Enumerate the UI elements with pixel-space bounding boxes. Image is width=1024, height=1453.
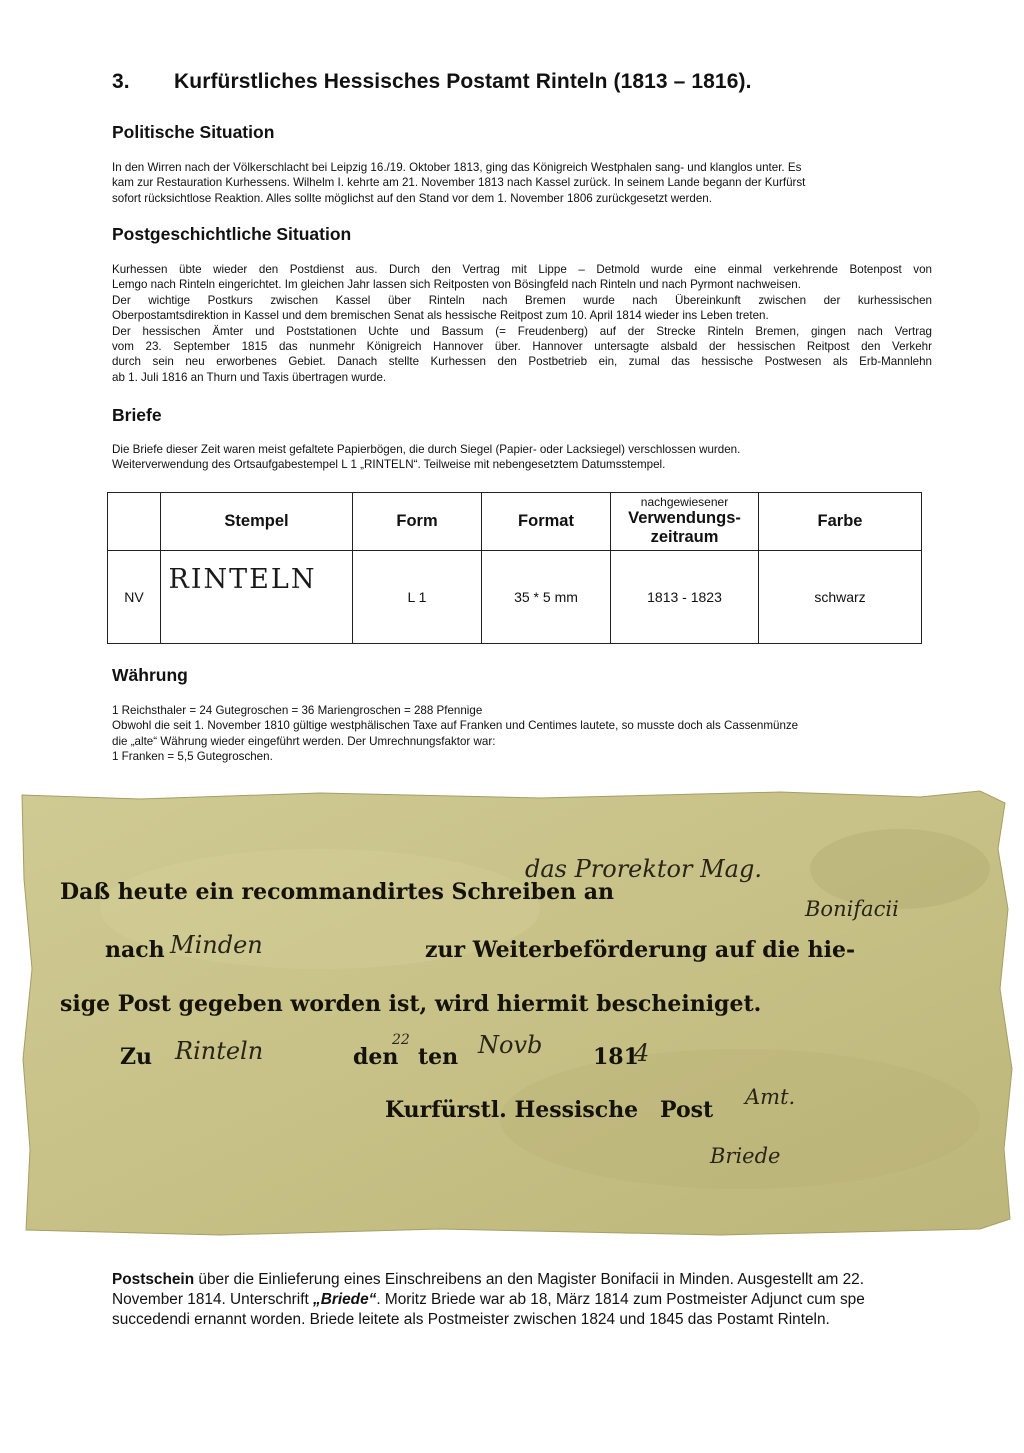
page-title <box>112 70 752 94</box>
header-farbe: Farbe <box>759 493 922 551</box>
header-period <box>611 493 759 551</box>
caption-bold-lead: Postschein <box>112 1271 195 1288</box>
currency-line: die „alte“ Währung wieder eingeführt werden. Der Umrechnungsfaktor war: <box>112 734 496 748</box>
currency-line: 1 Franken = 5,5 Gutegroschen. <box>112 750 273 764</box>
postal-line: Der wichtige Postkurs zwischen Kassel über Rinteln nach Bremen wurde nach Übereinkunft zwischen der kurhessischen <box>112 293 932 307</box>
printed-line: zur Weiterbeförderung auf die hie- <box>425 937 856 963</box>
image-caption <box>112 1270 920 1330</box>
printed-line: 181 <box>593 1044 639 1070</box>
handwriting: Briede <box>710 1144 781 1168</box>
printed-line: Post <box>660 1097 714 1123</box>
handwriting: Minden <box>170 931 263 959</box>
currency-text <box>112 703 932 765</box>
currency-line: 1 Reichsthaler = 24 Gutegroschen = 36 Mariengroschen = 288 Pfennige <box>112 704 483 717</box>
header-period-small: nachgewiesener <box>640 495 729 509</box>
letters-line: Weiterverwendung des Ortsaufgabestempel L 1 „RINTELN“. Teilweise mit nebengesetztem Datumsstempel. <box>112 458 666 472</box>
header-stempel: Stempel <box>161 493 353 551</box>
printed-line: Daß heute ein recommandirtes Schreiben an <box>60 879 615 905</box>
politics-text <box>112 160 932 206</box>
heading-letters: Briefe <box>112 405 162 425</box>
printed-line: Kurfürstl. Hessische <box>385 1097 639 1123</box>
printed-line: ten <box>418 1044 459 1070</box>
caption-signature: „Briede“ <box>313 1291 377 1308</box>
printed-line: sige Post gegeben worden ist, wird hiermit bescheiniget. <box>60 991 762 1017</box>
caption-text-2: . Moritz Briede war ab 18, März 1814 zum Postmeister Adjunct cum spe succedendi ernannt worden. Briede leitete als Postmeister zwischen 1824 und 1845 das Postamt Rinteln. <box>112 1291 865 1328</box>
handwriting: Novb <box>478 1031 543 1059</box>
politics-line: In den Wirren nach der Völkerschlacht bei Leipzig 16./19. Oktober 1813, ging das Königreich Westphalen sang- und klanglos unter. Es <box>112 161 802 174</box>
cell-stamp <box>161 551 353 644</box>
currency-line: Obwohl die seit 1. November 1810 gültige westphälischen Taxe auf Franken und Centimes lautete, so musste doch als Cassenmünze <box>112 719 799 733</box>
caption-text-1: über die Einlieferung eines Einschreibens an den Magister Bonifacii in Minden. Ausgestellt am 22. November 1814. Unterschrift <box>112 1271 864 1308</box>
printed-line: Zu <box>120 1044 153 1070</box>
header-blank <box>108 493 161 551</box>
cell-code: NV <box>108 551 161 644</box>
politics-line: sofort rücksichtlose Reaktion. Alles sollte möglichst auf den Stand vor dem 1. November 1806 zurückgesetzt werden. <box>112 191 712 205</box>
header-period-line1: Verwendungs- <box>628 509 741 527</box>
stamp-table-header <box>108 493 922 551</box>
caption-paragraph <box>112 1270 920 1330</box>
chapter-title: Kurfürstliches Hessisches Postamt Rinteln (1813 – 1816). <box>174 70 752 93</box>
handwriting: 4 <box>634 1039 650 1067</box>
postal-line: durch sein neu erworbenes Gebiet. Danach stellte Kurhessen den Postbetrieb ein, zumal das hessische Postwesen als Erb-Mannlehn <box>112 355 932 369</box>
handwriting: Rinteln <box>175 1037 264 1065</box>
header-form: Form <box>353 493 482 551</box>
cell-format: 35 * 5 mm <box>482 551 611 644</box>
header-format: Format <box>482 493 611 551</box>
postschein-image <box>20 789 1022 1238</box>
printed-line: nach <box>105 937 165 963</box>
chapter-number: 3. <box>112 70 130 93</box>
heading-postal: Postgeschichtliche Situation <box>112 224 352 244</box>
table-row <box>108 551 922 644</box>
handwriting: 22 <box>392 1032 410 1048</box>
postal-line: Lemgo nach Rinteln eingerichtet. Im gleichen Jahr lassen sich Reitposten von Bösingfeld nach Rinteln und nach Pyrmont nachweisen. <box>112 278 801 292</box>
heading-politics: Politische Situation <box>112 122 275 142</box>
postal-line: Der hessischen Ämter und Poststationen Uchte und Bassum (= Freudenberg) auf der Strecke Rinteln Bremen, gingen nach Vertrag <box>112 324 932 338</box>
cell-form: L 1 <box>353 551 482 644</box>
cell-period: 1813 - 1823 <box>611 551 759 644</box>
postal-line: Oberpostamtsdirektion in Kassel und dem bremischen Senat als hessische Reitpost zum 10. April 1814 wieder ins Leben treten. <box>112 309 769 323</box>
heading-currency: Währung <box>112 665 188 685</box>
handwriting: das Prorektor Mag. <box>525 855 762 883</box>
politics-line: kam zur Restauration Kurhessens. Wilhelm I. kehrte am 21. November 1813 nach Kassel zurück. In seinem Lande begann der Kurfürst <box>112 176 806 190</box>
letters-line: Die Briefe dieser Zeit waren meist gefaltete Papierbögen, die durch Siegel (Papier- oder Lacksiegel) verschlossen wurden. <box>112 443 741 456</box>
stamp-table <box>107 492 922 644</box>
rinteln-stamp-impression: RINTELN <box>168 563 317 595</box>
cell-farbe: schwarz <box>759 551 922 644</box>
printed-line: den <box>353 1044 399 1070</box>
postal-text <box>112 262 932 385</box>
postal-line: ab 1. Juli 1816 an Thurn und Taxis übertragen wurde. <box>112 370 387 384</box>
postal-line: vom 23. September 1815 das nunmehr Königreich Hannover über. Hannover untersagte alsbald der hessischen Reitpost den Verkehr <box>112 340 932 354</box>
handwriting: Bonifacii <box>805 897 899 921</box>
handwriting: Amt. <box>745 1085 796 1109</box>
letters-text <box>112 442 932 473</box>
postal-line: Kurhessen übte wieder den Postdienst aus. Durch den Vertrag mit Lippe – Detmold wurde eine einmal verkehrende Botenpost von <box>112 263 932 276</box>
header-period-line2: zeitraum <box>650 528 719 546</box>
